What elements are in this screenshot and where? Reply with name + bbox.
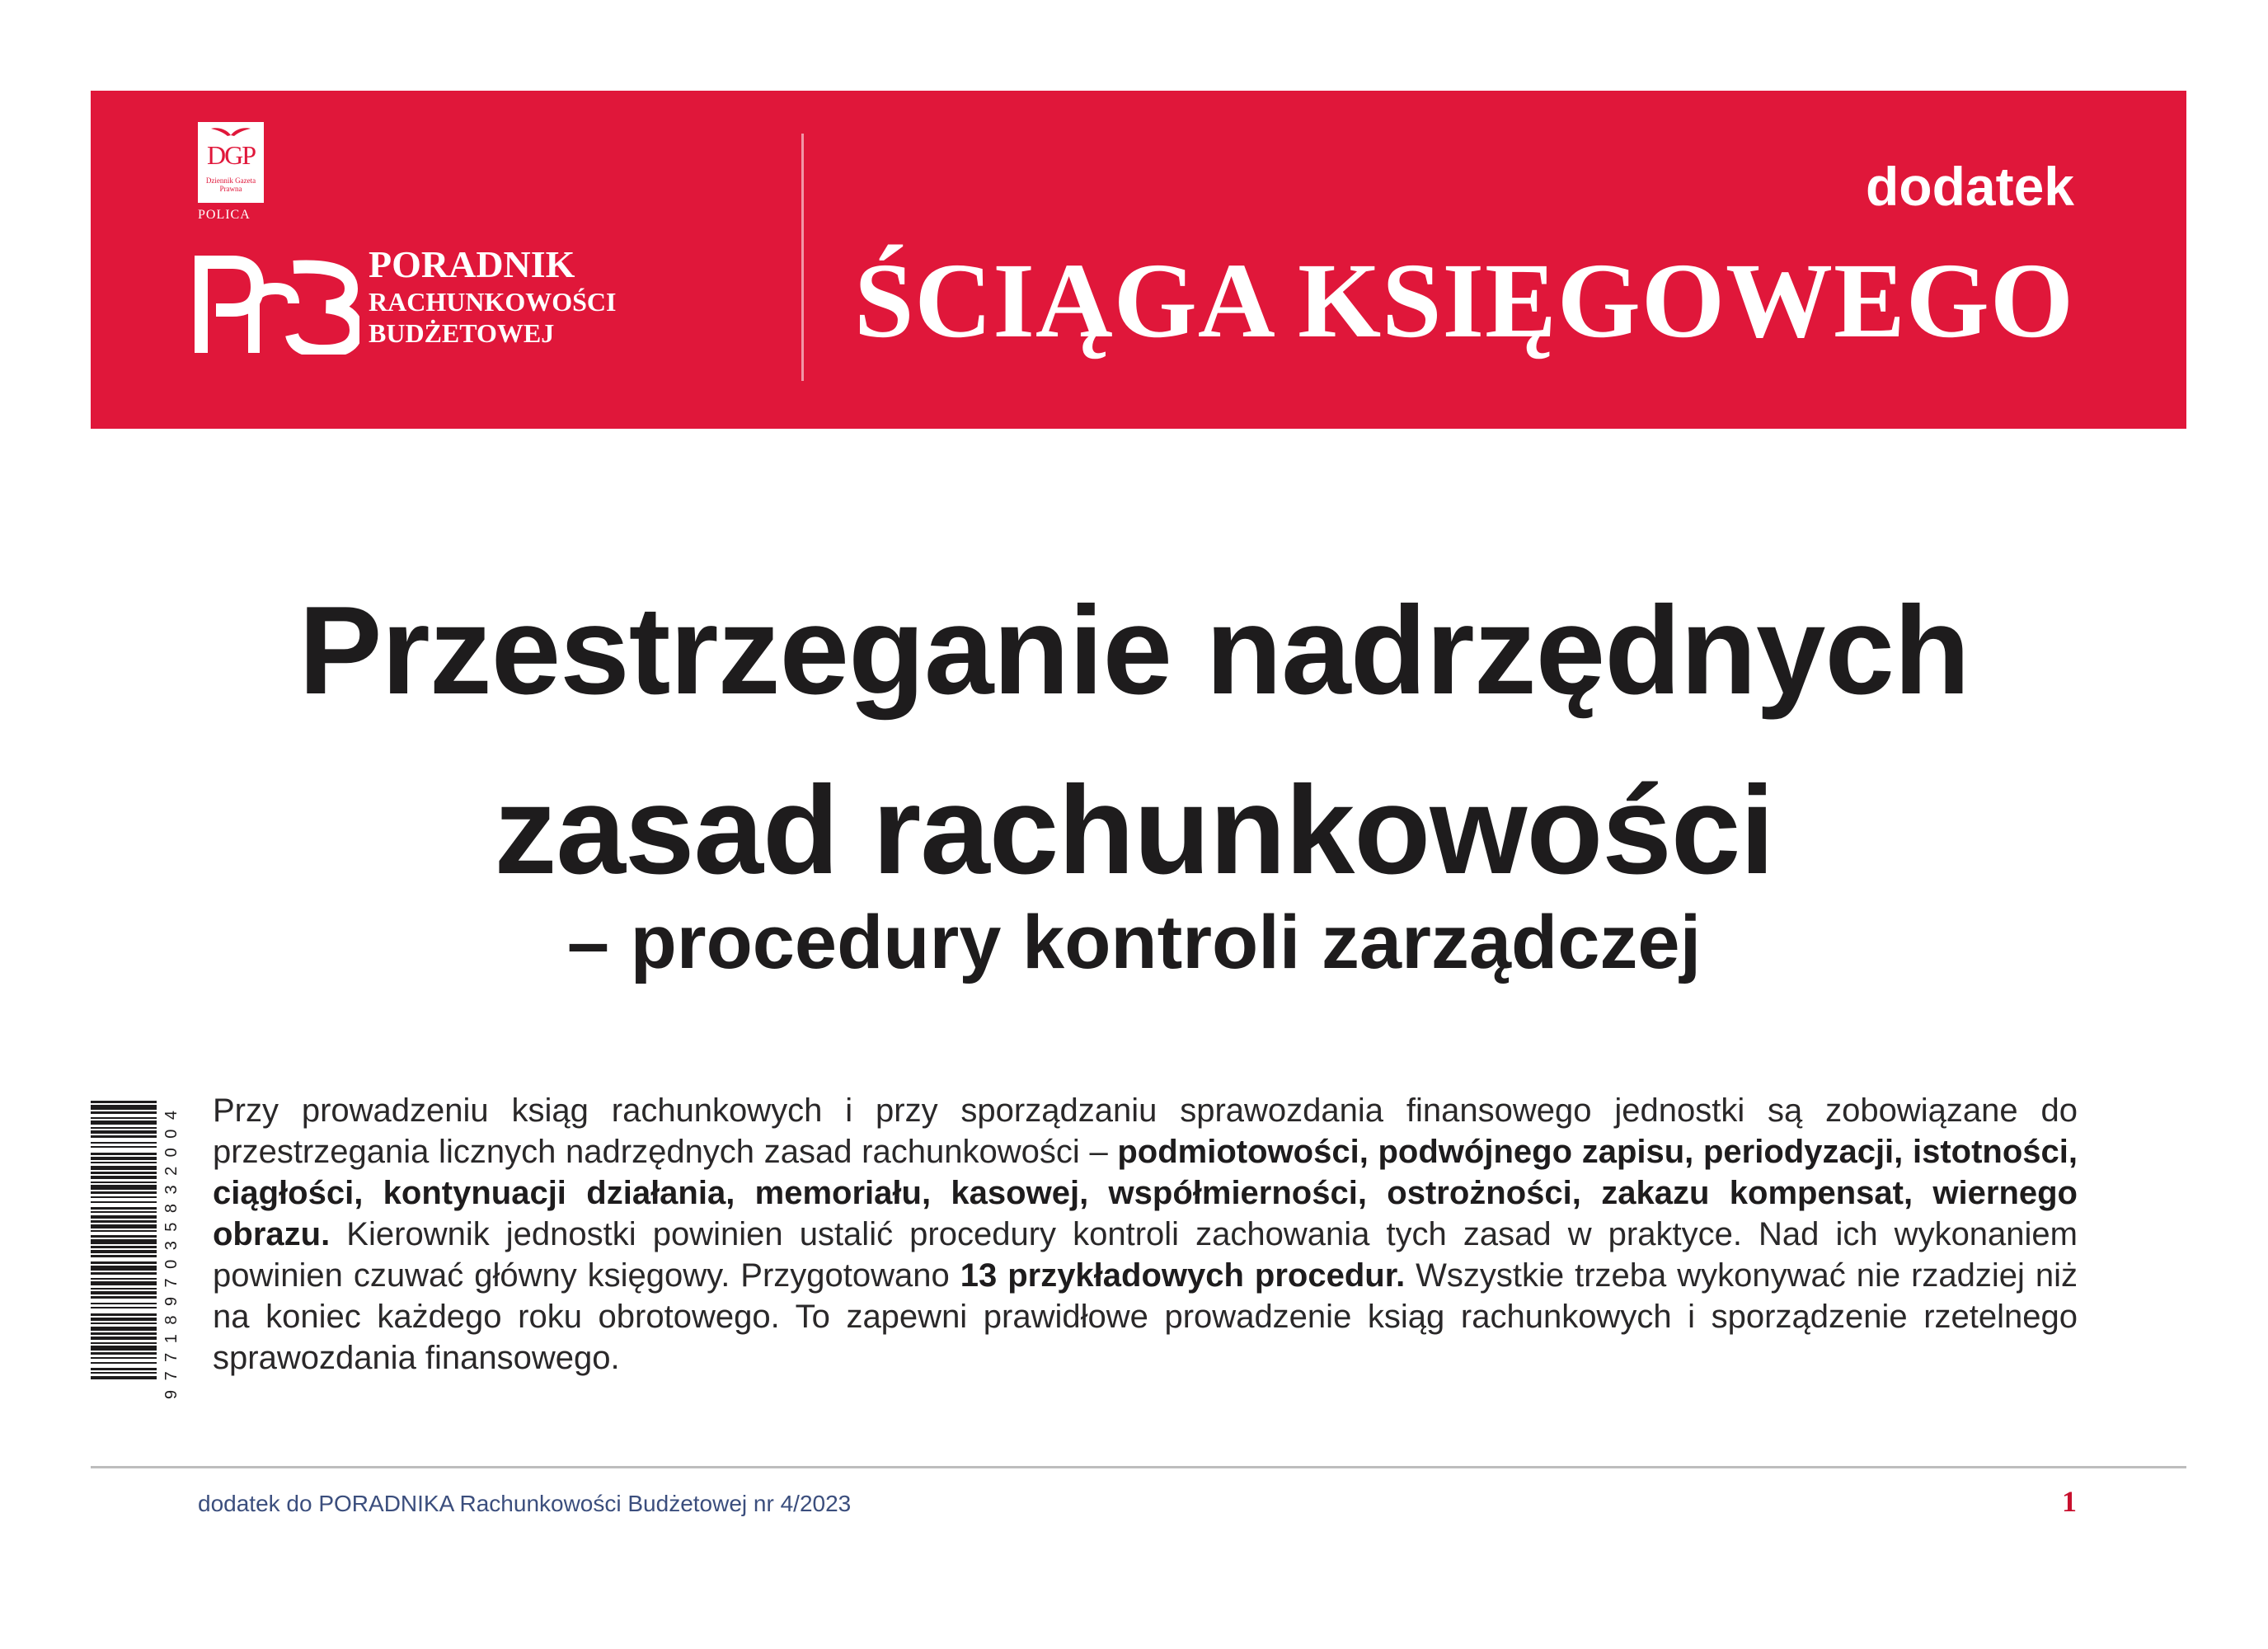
barcode-bar bbox=[91, 1313, 157, 1316]
series-title: ŚCIĄGA KSIĘGOWEGO bbox=[854, 242, 2074, 360]
prb-title-line3: BUDŻETOWEJ bbox=[369, 318, 555, 348]
dgp-logo-subtext: Dziennik Gazeta Prawna bbox=[205, 176, 256, 193]
header-banner bbox=[91, 91, 2186, 429]
barcode-bar bbox=[91, 1201, 157, 1203]
intro-text-1: Przy prowadzeniu ksiąg rachunkowych i przy sporządzaniu sprawozdania finansowego jednostki są zobowiązane do przestrzegania licznych nadrzędnych zasad rachunkowości – bbox=[213, 1092, 2078, 1170]
barcode-bar bbox=[91, 1196, 157, 1198]
barcode-bar bbox=[91, 1337, 157, 1340]
page-number: 1 bbox=[2062, 1485, 2077, 1518]
header-divider bbox=[801, 134, 804, 381]
barcode bbox=[91, 1101, 183, 1406]
barcode-bar bbox=[91, 1303, 157, 1304]
intro-bold-procedures: 13 przykładowych procedur. bbox=[960, 1257, 1406, 1294]
barcode-bar bbox=[91, 1368, 157, 1370]
barcode-bar bbox=[91, 1157, 157, 1160]
barcode-bar bbox=[91, 1235, 157, 1238]
barcode-bar bbox=[91, 1327, 157, 1331]
barcode-bar bbox=[91, 1135, 157, 1138]
barcode-bar bbox=[91, 1185, 157, 1190]
barcode-bar bbox=[91, 1215, 157, 1219]
barcode-bar bbox=[91, 1101, 157, 1103]
barcode-bar bbox=[91, 1130, 157, 1134]
barcode-bar bbox=[91, 1105, 157, 1110]
barcode-bar bbox=[91, 1120, 157, 1125]
barcode-bar bbox=[91, 1255, 157, 1257]
barcode-bar bbox=[91, 1307, 157, 1308]
prb-title-line2: RACHUNKOWOŚCI bbox=[369, 287, 617, 317]
supplement-label: dodatek bbox=[1865, 156, 2074, 217]
barcode-bar bbox=[91, 1191, 157, 1194]
barcode-bar bbox=[91, 1250, 157, 1253]
footer-divider bbox=[91, 1466, 2186, 1468]
barcode-bar bbox=[91, 1357, 157, 1359]
barcode-bar bbox=[91, 1146, 157, 1148]
barcode-bar bbox=[91, 1346, 157, 1351]
prb-title-line1: PORADNIK bbox=[369, 243, 575, 285]
barcode-bar bbox=[91, 1376, 157, 1379]
dgp-logo-text: DGP bbox=[206, 140, 255, 170]
intro-bold-principles: podmiotowości, podwójnego zapisu, periodyzacji, istotności, ciągłości, kontynuacji działania, memoriału, kasowej, współmierności, ostrożności, zakazu kompensat, wiernego obrazu. bbox=[213, 1134, 2078, 1252]
barcode-bar bbox=[91, 1211, 157, 1213]
barcode-bar bbox=[91, 1272, 157, 1275]
barcode-bar bbox=[91, 1261, 157, 1264]
barcode-bar bbox=[91, 1127, 157, 1129]
intro-paragraph bbox=[213, 1090, 2078, 1379]
barcode-bar bbox=[91, 1372, 157, 1374]
intro-text-3: Wszystkie trzeba wykonywać nie rzadziej niż na koniec każdego roku obrotowego. To zapewni prawidłowe prowadzenie ksiąg rachunkowych i sporządzenie rzetelnego sprawozdania finansowego. bbox=[213, 1257, 2078, 1376]
barcode-bar bbox=[91, 1342, 157, 1344]
barcode-bar bbox=[91, 1142, 157, 1144]
barcode-bar bbox=[91, 1288, 157, 1290]
prb-logo bbox=[195, 256, 359, 355]
barcode-bar bbox=[91, 1318, 157, 1321]
barcode-bar bbox=[91, 1322, 157, 1324]
barcode-bar bbox=[91, 1176, 157, 1179]
barcode-bar bbox=[91, 1296, 157, 1299]
barcode-bar bbox=[91, 1291, 157, 1294]
page-subtitle: – procedury kontroli zarządczej bbox=[566, 900, 1702, 984]
eagle-icon bbox=[211, 125, 251, 137]
footer-text: dodatek do PORADNIKA Rachunkowości Budżetowej nr 4/2023 bbox=[198, 1491, 852, 1516]
barcode-bar bbox=[91, 1239, 157, 1244]
barcode-bar bbox=[91, 1220, 157, 1223]
intro-text-2: Kierownik jednostki powinien ustalić procedury kontroli zachowania tych zasad w praktyce. Nad ich wykonaniem powinien czuwać główny księgowy. Przygotowano bbox=[213, 1216, 2078, 1294]
dgp-polica-text: POLICA bbox=[198, 208, 251, 222]
barcode-bar bbox=[91, 1352, 157, 1355]
barcode-bar bbox=[91, 1117, 157, 1119]
page-title-line1: Przestrzeganie nadrzędnych bbox=[298, 580, 1970, 721]
barcode-bar bbox=[91, 1362, 157, 1364]
barcode-bar bbox=[91, 1332, 157, 1335]
barcode-bar bbox=[91, 1172, 157, 1174]
page-title bbox=[0, 561, 2268, 920]
barcode-bar bbox=[91, 1207, 157, 1210]
barcode-number: 9771897035832004 bbox=[162, 1111, 181, 1399]
barcode-bar bbox=[91, 1166, 157, 1170]
prb-title bbox=[369, 243, 715, 349]
barcode-bar bbox=[91, 1182, 157, 1183]
barcode-bar bbox=[91, 1230, 157, 1232]
barcode-bar bbox=[91, 1246, 157, 1248]
barcode-bar bbox=[91, 1266, 157, 1271]
barcode-bar bbox=[91, 1153, 157, 1155]
barcode-bar bbox=[91, 1224, 157, 1229]
barcode-bar bbox=[91, 1162, 157, 1163]
barcode-bar bbox=[91, 1281, 157, 1285]
page-title-line2: zasad rachunkowości bbox=[494, 760, 1774, 900]
barcode-bar bbox=[91, 1111, 157, 1114]
barcode-bar bbox=[91, 1278, 157, 1280]
